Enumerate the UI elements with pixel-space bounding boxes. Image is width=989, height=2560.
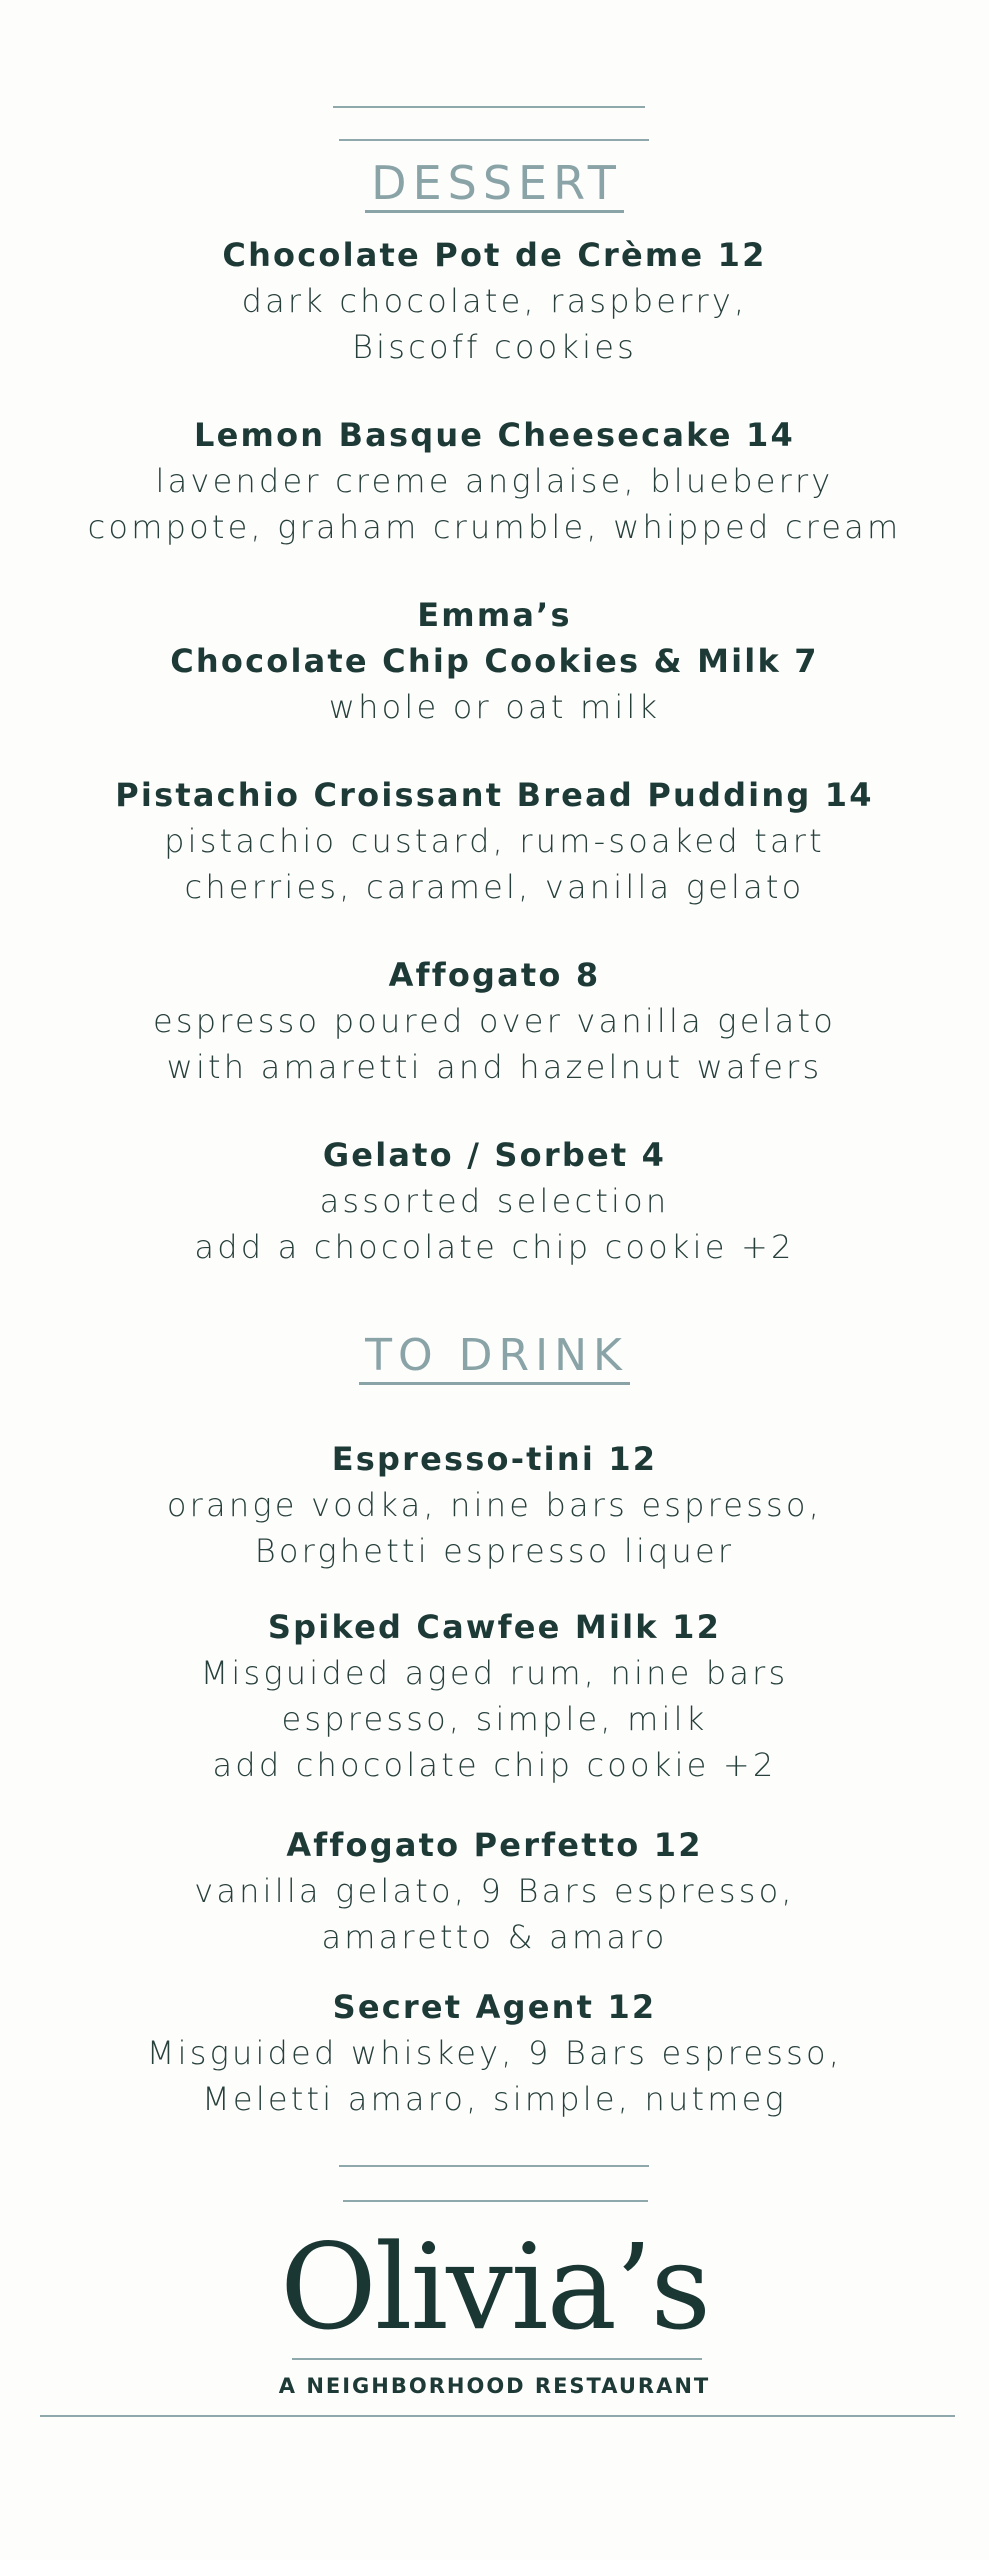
item-name: Espresso-tini 12: [331, 1440, 658, 1478]
top-rule-2: [339, 139, 649, 141]
item-desc: Borghetti espresso liquer: [254, 1532, 735, 1570]
item-desc: espresso, simple, milk: [281, 1700, 708, 1738]
item-name: Gelato / Sorbet 4: [322, 1136, 667, 1174]
item-desc: Misguided whiskey, 9 Bars espresso,: [146, 2034, 843, 2072]
drink-item-espresso-tini: [0, 1436, 989, 1574]
bottom-rule-2: [343, 2200, 648, 2202]
logo-underline: [292, 2358, 702, 2360]
dessert-item-basque-cheesecake: [0, 412, 989, 550]
item-desc: add a chocolate chip cookie +2: [194, 1228, 795, 1266]
dessert-item-cookies-milk: [0, 592, 989, 730]
restaurant-logo: [0, 2218, 989, 2356]
item-name: Affogato 8: [388, 956, 601, 994]
dessert-item-gelato-sorbet: [0, 1132, 989, 1270]
item-name: Secret Agent 12: [332, 1988, 657, 2026]
item-name: Chocolate Pot de Crème 12: [222, 236, 767, 274]
dessert-heading: [0, 156, 989, 213]
item-name: Chocolate Chip Cookies & Milk 7: [170, 642, 819, 680]
tagline: A NEIGHBORHOOD RESTAURANT: [278, 2374, 711, 2398]
top-rule-1: [333, 106, 645, 108]
drinks-heading-text: TO DRINK: [359, 1334, 630, 1385]
drink-item-cawfee-milk: [0, 1604, 989, 1788]
item-desc: whole or oat milk: [328, 688, 661, 726]
item-name: Emma’s: [417, 596, 572, 634]
item-desc: cherries, caramel, vanilla gelato: [184, 868, 805, 906]
item-desc: assorted selection: [319, 1182, 670, 1220]
dessert-item-pot-de-creme: [0, 232, 989, 370]
item-name: Affogato Perfetto 12: [286, 1826, 703, 1864]
drink-item-affogato-perfetto: [0, 1822, 989, 1960]
dessert-item-affogato: [0, 952, 989, 1090]
item-desc: Misguided aged rum, nine bars: [200, 1654, 789, 1692]
item-desc: lavender creme anglaise, blueberry: [155, 462, 834, 500]
bottom-rule-1: [339, 2165, 649, 2167]
item-desc: with amaretti and hazelnut wafers: [166, 1048, 823, 1086]
drink-item-secret-agent: [0, 1984, 989, 2122]
item-desc: espresso poured over vanilla gelato: [152, 1002, 837, 1040]
dessert-item-bread-pudding: [0, 772, 989, 910]
dessert-heading-text: DESSERT: [365, 160, 624, 213]
item-desc: pistachio custard, rum-soaked tart: [164, 822, 825, 860]
item-name: Spiked Cawfee Milk 12: [267, 1608, 722, 1646]
item-name: Pistachio Croissant Bread Pudding 14: [115, 776, 874, 814]
item-desc: orange vodka, nine bars espresso,: [166, 1486, 823, 1524]
logo-wordmark: Olivia’s: [279, 2218, 710, 2356]
footer-rule: [40, 2415, 955, 2417]
item-desc: Meletti amaro, simple, nutmeg: [202, 2080, 787, 2118]
item-desc: amaretto & amaro: [321, 1918, 668, 1956]
item-desc: add chocolate chip cookie +2: [212, 1746, 777, 1784]
item-desc: dark chocolate, raspberry,: [241, 282, 748, 320]
item-desc: vanilla gelato, 9 Bars espresso,: [194, 1872, 795, 1910]
item-desc: compote, graham crumble, whipped cream: [87, 508, 902, 546]
item-name: Lemon Basque Cheesecake 14: [194, 416, 795, 454]
item-desc: Biscoff cookies: [352, 328, 637, 366]
drinks-heading: [0, 1330, 989, 1385]
